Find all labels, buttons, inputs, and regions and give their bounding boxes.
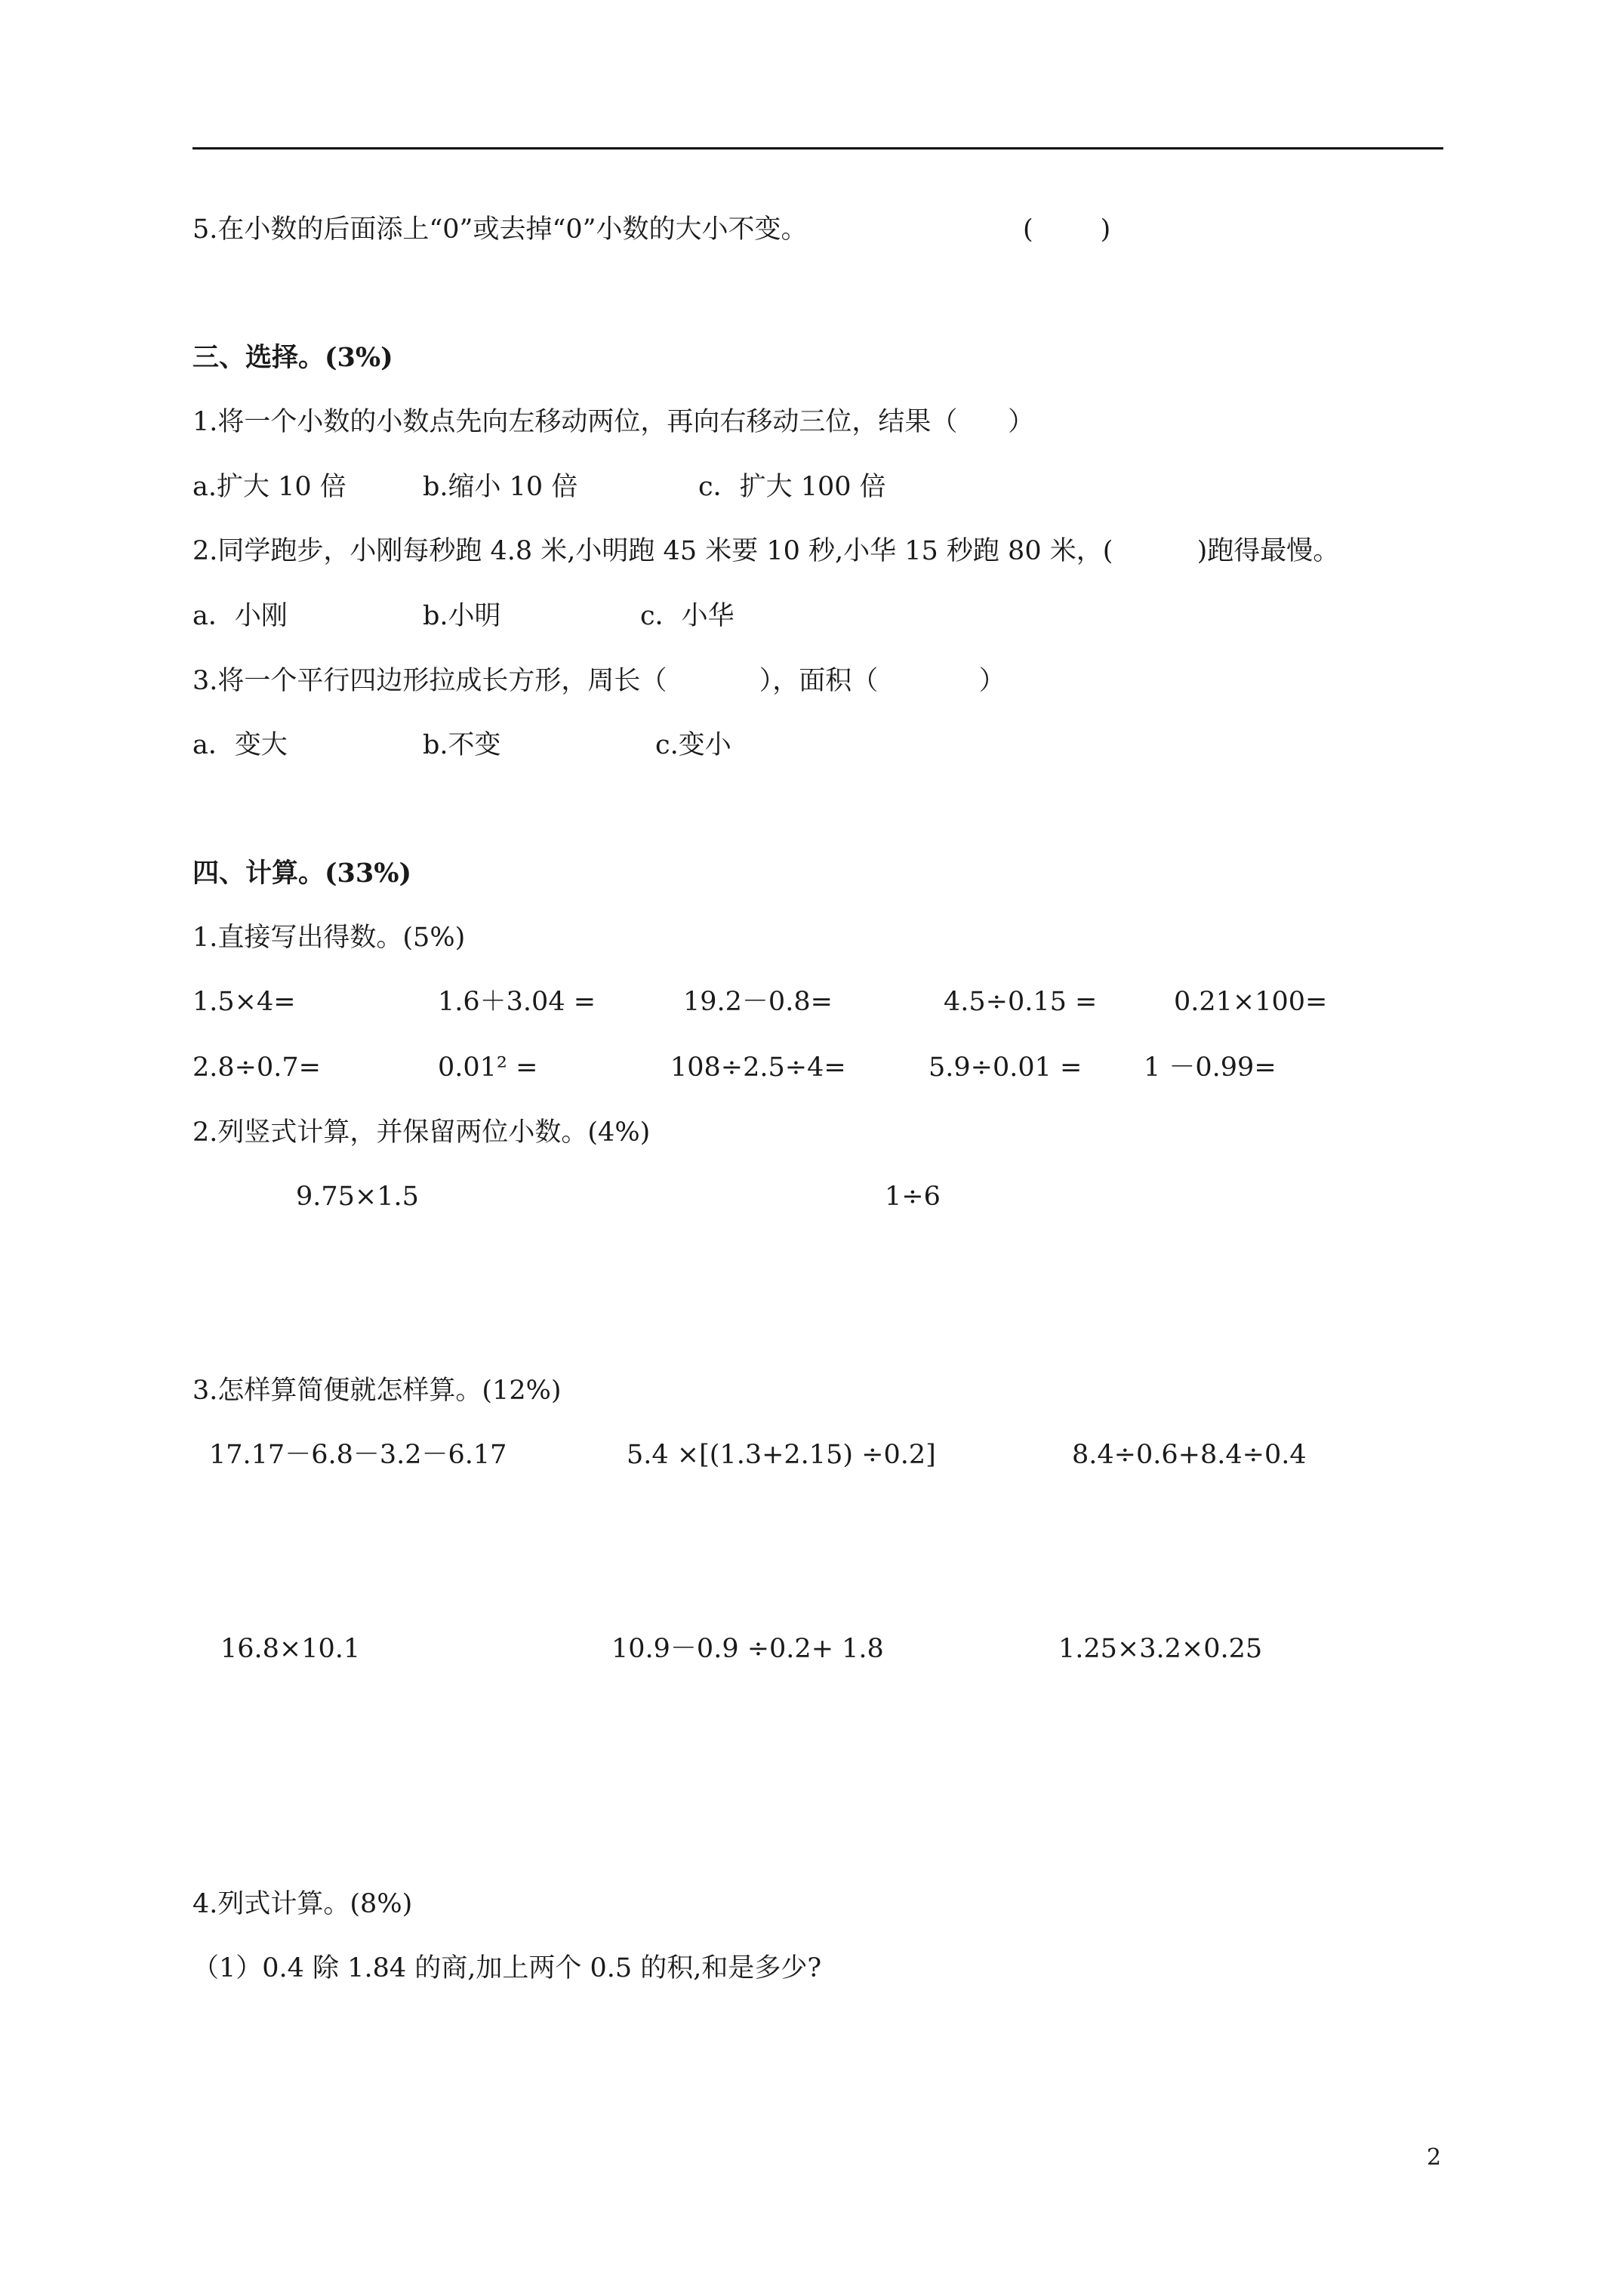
s3-q2-option-a: a．小刚	[192, 601, 288, 631]
simplify-calc-item: 1.25×3.2×0.25	[1058, 1634, 1263, 1664]
oral-calc-item: 1.6＋3.04 =	[438, 987, 596, 1017]
s3-q3-option-c: c.变小	[655, 730, 731, 760]
oral-calc-item: 0.01² =	[438, 1052, 538, 1083]
s4-part4-question-1: （1）0.4 除 1.84 的商,加上两个 0.5 的积,和是多少?	[192, 1953, 822, 1983]
s3-q3-option-b: b.不变	[423, 730, 501, 760]
s3-q3-text: 3.将一个平行四边形拉成长方形，周长（ ），面积（ ）	[192, 666, 1006, 696]
s3-q1-option-b: b.缩小 10 倍	[423, 472, 578, 502]
s4-part3-title: 3.怎样算简便就怎样算。(12%)	[192, 1376, 562, 1406]
simplify-calc-item: 5.4 ×[(1.3+2.15) ÷0.2]	[627, 1440, 936, 1470]
simplify-calc-item: 10.9－0.9 ÷0.2+ 1.8	[611, 1634, 884, 1664]
s3-q1-option-a: a.扩大 10 倍	[192, 472, 346, 502]
s3-q1-text: 1.将一个小数的小数点先向左移动两位，再向右移动三位，结果（ ）	[192, 407, 1035, 437]
s3-q2-text: 2.同学跑步，小刚每秒跑 4.8 米,小明跑 45 米要 10 秒,小华 15 秒跑 80 米，( )跑得最慢。	[192, 536, 1340, 566]
section-4-heading: 四、计算。(33%)	[192, 858, 412, 889]
s3-q3-option-a: a．变大	[192, 730, 288, 760]
s4-part1-title: 1.直接写出得数。(5%)	[192, 923, 466, 953]
s4-part4-title: 4.列式计算。(8%)	[192, 1889, 413, 1919]
vertical-calc-item: 9.75×1.5	[296, 1182, 419, 1212]
section-3-heading: 三、选择。(3%)	[192, 342, 393, 373]
oral-calc-item: 4.5÷0.15 =	[944, 987, 1098, 1017]
oral-calc-item: 1 －0.99=	[1144, 1052, 1277, 1083]
oral-calc-item: 5.9÷0.01 =	[929, 1052, 1083, 1083]
oral-calc-item: 0.21×100=	[1174, 987, 1328, 1017]
oral-calc-item: 108÷2.5÷4=	[670, 1052, 846, 1083]
header-rule	[192, 147, 1443, 149]
simplify-calc-item: 17.17－6.8－3.2－6.17	[209, 1440, 507, 1470]
q5-answer-paren: ( )	[1023, 214, 1111, 245]
q5-text: 5.在小数的后面添上“0”或去掉“0”小数的大小不变。	[192, 214, 808, 245]
page-number: 2	[1427, 2144, 1442, 2171]
oral-calc-item: 19.2－0.8=	[683, 987, 833, 1017]
s3-q1-option-c: c．扩大 100 倍	[698, 472, 886, 502]
s3-q2-option-b: b.小明	[423, 601, 501, 631]
oral-calc-item: 1.5×4=	[192, 987, 296, 1017]
simplify-calc-item: 8.4÷0.6+8.4÷0.4	[1072, 1440, 1307, 1470]
s4-part2-title: 2.列竖式计算，并保留两位小数。(4%)	[192, 1117, 651, 1148]
s3-q2-option-c: c．小华	[640, 601, 735, 631]
vertical-calc-item: 1÷6	[885, 1182, 941, 1212]
oral-calc-item: 2.8÷0.7=	[192, 1052, 321, 1083]
simplify-calc-item: 16.8×10.1	[220, 1634, 361, 1664]
